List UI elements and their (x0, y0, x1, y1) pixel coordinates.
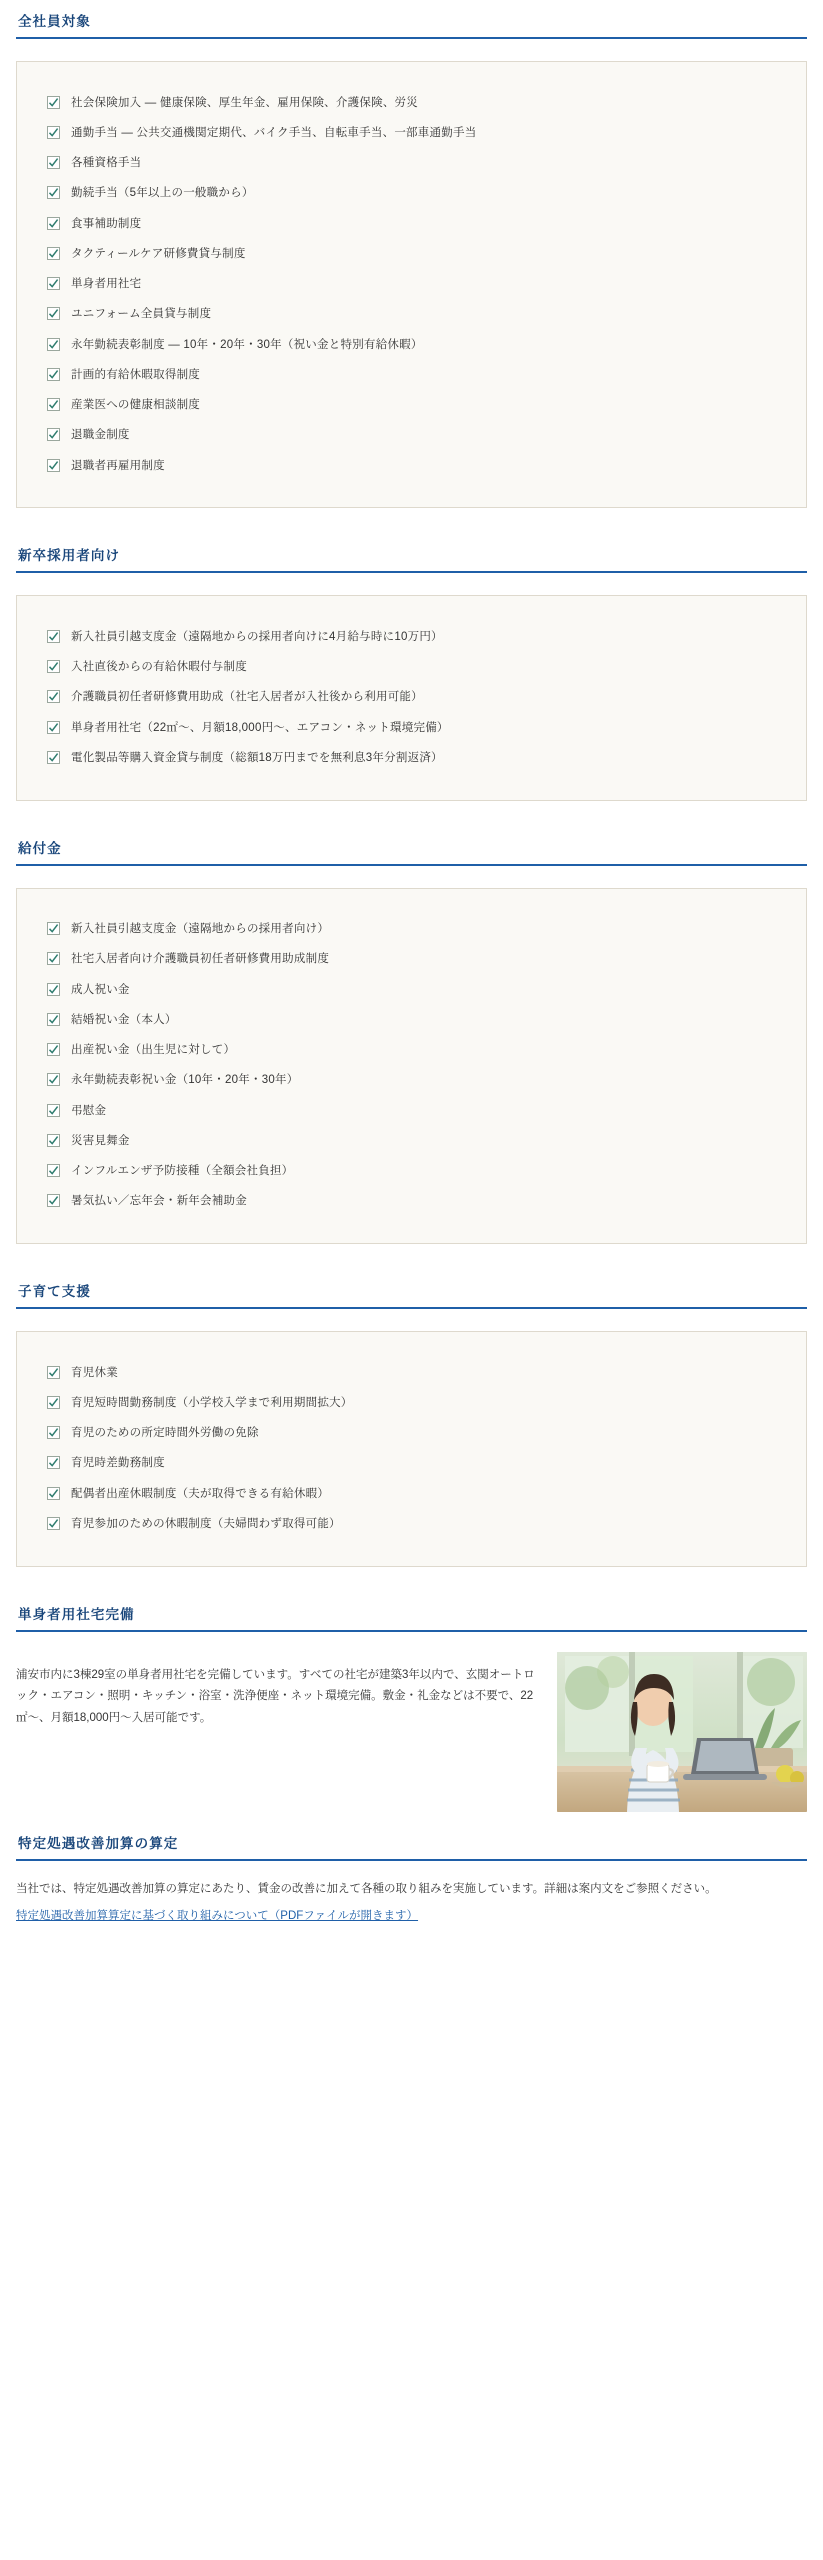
section-new-graduates (16, 534, 807, 800)
checklist-panel-new-graduates (16, 595, 807, 800)
list-item (47, 975, 776, 1005)
list-item (47, 1005, 776, 1035)
section-title-treatment-improvement: 特定処遇改善加算の算定 (16, 1822, 807, 1861)
list-item (47, 622, 776, 652)
list-item (47, 451, 776, 481)
section-title-all-employees: 全社員対象 (16, 0, 807, 39)
checkbox-checked-icon (47, 338, 60, 351)
list-item-label: 育児休業 (71, 1366, 118, 1379)
section-title-childcare-support: 子育て支援 (16, 1270, 807, 1309)
checkbox-checked-icon (47, 1426, 60, 1439)
checkbox-checked-icon (47, 1013, 60, 1026)
checkbox-checked-icon (47, 1396, 60, 1409)
checkbox-checked-icon (47, 459, 60, 472)
checkbox-checked-icon (47, 690, 60, 703)
checkbox-checked-icon (47, 952, 60, 965)
checkbox-checked-icon (47, 983, 60, 996)
list-item-label: 食事補助制度 (71, 217, 142, 230)
checkbox-checked-icon (47, 247, 60, 260)
checkbox-checked-icon (47, 217, 60, 230)
list-item (47, 1187, 776, 1217)
checkbox-checked-icon (47, 186, 60, 199)
list-item-label: 育児のための所定時間外労働の免除 (71, 1427, 259, 1439)
list-item (47, 653, 776, 683)
checklist-panel-all-employees (16, 61, 807, 508)
list-item-label: 電化製品等購入資金貸与制度（総額18万円までを無利息3年分割返済） (71, 751, 443, 764)
list-item-label: タクティールケア研修費貸与制度 (71, 247, 246, 260)
list-item (47, 1066, 776, 1096)
list-item (47, 945, 776, 975)
section-childcare-support (16, 1270, 807, 1567)
list-item (47, 1096, 776, 1126)
checkbox-checked-icon (47, 1487, 60, 1500)
list-item-label: 配偶者出産休暇制度（夫が取得できる有給休暇） (71, 1487, 330, 1500)
checkbox-checked-icon (47, 307, 60, 320)
list-item (47, 713, 776, 743)
list-item (47, 421, 776, 451)
list-item-label: 産業医への健康相談制度 (71, 399, 201, 411)
list-item-label: 単身者用社宅（22㎡〜、月額18,000円〜、エアコン・ネット環境完備） (71, 721, 449, 734)
list-item (47, 1126, 776, 1156)
list-item (47, 149, 776, 179)
list-item (47, 1479, 776, 1509)
list-item-label: 永年勤続表彰祝い金（10年・20年・30年） (71, 1074, 299, 1087)
list-item (47, 1509, 776, 1539)
checkbox-checked-icon (47, 398, 60, 411)
list-item-label: 育児短時間勤務制度（小学校入学まで利用期間拡大） (71, 1396, 353, 1409)
list-item-label: 退職金制度 (71, 429, 130, 442)
list-item-label: 社会保険加入 ― 健康保険、厚生年金、雇用保険、介護保険、労災 (71, 96, 419, 109)
checkbox-checked-icon (47, 1366, 60, 1379)
checklist-panel-benefits-payments (16, 888, 807, 1245)
section-company-housing (16, 1593, 807, 1812)
list-item (47, 270, 776, 300)
checkbox-checked-icon (47, 660, 60, 673)
list-item-label: 単身者用社宅 (71, 278, 142, 290)
checklist-all-employees (47, 88, 776, 481)
list-item-label: 通勤手当 ― 公共交通機関定期代、バイク手当、自転車手当、一部車通勤手当 (71, 126, 477, 139)
list-item-label: 新入社員引越支度金（遠隔地からの採用者向け） (71, 923, 330, 935)
checkbox-checked-icon (47, 126, 60, 139)
checkbox-checked-icon (47, 1194, 60, 1207)
list-item-label: 災害見舞金 (71, 1134, 130, 1147)
list-item (47, 1388, 776, 1418)
list-item-label: 社宅入居者向け介護職員初任者研修費用助成制度 (71, 953, 330, 966)
list-item (47, 391, 776, 421)
list-item (47, 1157, 776, 1187)
checkbox-checked-icon (47, 1043, 60, 1056)
list-item (47, 1358, 776, 1388)
list-item-label: インフルエンザ予防接種（全額会社負担） (71, 1165, 294, 1177)
checkbox-checked-icon (47, 1134, 60, 1147)
list-item (47, 1419, 776, 1449)
list-item (47, 118, 776, 148)
list-item (47, 88, 776, 118)
section-title-new-graduates: 新卒採用者向け (16, 534, 807, 573)
checkbox-checked-icon (47, 751, 60, 764)
checkbox-checked-icon (47, 428, 60, 441)
checkbox-checked-icon (47, 1164, 60, 1177)
treatment-description: 当社では、特定処遇改善加算の算定にあたり、賃金の改善に加えて各種の取り組みを実施しています。詳細は案内文をご参照ください。 (16, 1882, 717, 1895)
checkbox-checked-icon (47, 156, 60, 169)
list-item-label: ユニフォーム全員貸与制度 (71, 308, 212, 321)
checklist-benefits-payments (47, 915, 776, 1218)
list-item-label: 暑気払い／忘年会・新年会補助金 (71, 1195, 247, 1208)
checkbox-checked-icon (47, 96, 60, 109)
housing-description: 浦安市内に3棟29室の単身者用社宅を完備しています。すべての社宅が建築3年以内で、玄関オートロック・エアコン・照明・キッチン・浴室・洗浄便座・ネット環境完備。敷金・礼金などは不要で、22㎡〜、月額18,000円〜入居可能です。 (16, 1669, 535, 1724)
checklist-panel-childcare-support (16, 1331, 807, 1567)
list-item (47, 915, 776, 945)
checkbox-checked-icon (47, 1456, 60, 1469)
section-title-benefits-payments: 給付金 (16, 827, 807, 866)
housing-intro-block (16, 1652, 807, 1812)
section-all-employees (16, 0, 807, 508)
checkbox-checked-icon (47, 721, 60, 734)
checkbox-checked-icon (47, 630, 60, 643)
housing-photo (557, 1652, 807, 1812)
list-item (47, 1449, 776, 1479)
list-item-label: 出産祝い金（出生児に対して） (71, 1044, 236, 1056)
treatment-pdf-link[interactable]: 特定処遇改善加算算定に基づく取り組みについて（PDFファイルが開きます） (16, 1910, 419, 1923)
checkbox-checked-icon (47, 922, 60, 935)
list-item (47, 300, 776, 330)
list-item-label: 新入社員引越支度金（遠隔地からの採用者向けに4月給与時に10万円） (71, 630, 443, 643)
list-item-label: 入社直後からの有給休暇付与制度 (71, 661, 247, 673)
section-treatment-improvement (16, 1822, 807, 1925)
list-item-label: 成人祝い金 (71, 983, 130, 996)
list-item (47, 360, 776, 390)
list-item-label: 結婚祝い金（本人） (71, 1013, 177, 1026)
list-item-label: 計画的有給休暇取得制度 (71, 368, 201, 381)
list-item-label: 永年勤続表彰制度 ― 10年・20年・30年（祝い金と特別有給休暇） (71, 338, 423, 351)
list-item-label: 育児時差勤務制度 (71, 1457, 165, 1470)
checkbox-checked-icon (47, 277, 60, 290)
list-item-label: 各種資格手当 (71, 157, 142, 169)
list-item-label: 弔慰金 (71, 1104, 107, 1117)
list-item (47, 239, 776, 269)
list-item (47, 683, 776, 713)
checklist-childcare-support (47, 1358, 776, 1540)
list-item (47, 179, 776, 209)
checkbox-checked-icon (47, 1517, 60, 1530)
list-item-label: 退職者再雇用制度 (71, 459, 165, 472)
checkbox-checked-icon (47, 368, 60, 381)
checklist-new-graduates (47, 622, 776, 773)
list-item-label: 育児参加のための休暇制度（夫婦問わず取得可能） (71, 1517, 341, 1530)
list-item (47, 1036, 776, 1066)
list-item-label: 介護職員初任者研修費用助成（社宅入居者が入社後から利用可能） (71, 691, 423, 704)
checkbox-checked-icon (47, 1104, 60, 1117)
section-title-company-housing: 単身者用社宅完備 (16, 1593, 807, 1632)
checkbox-checked-icon (47, 1073, 60, 1086)
section-benefits-payments (16, 827, 807, 1245)
housing-photo-illustration (557, 1652, 807, 1812)
list-item-label: 勤続手当（5年以上の一般職から） (71, 187, 254, 200)
list-item (47, 743, 776, 773)
list-item (47, 209, 776, 239)
list-item (47, 330, 776, 360)
